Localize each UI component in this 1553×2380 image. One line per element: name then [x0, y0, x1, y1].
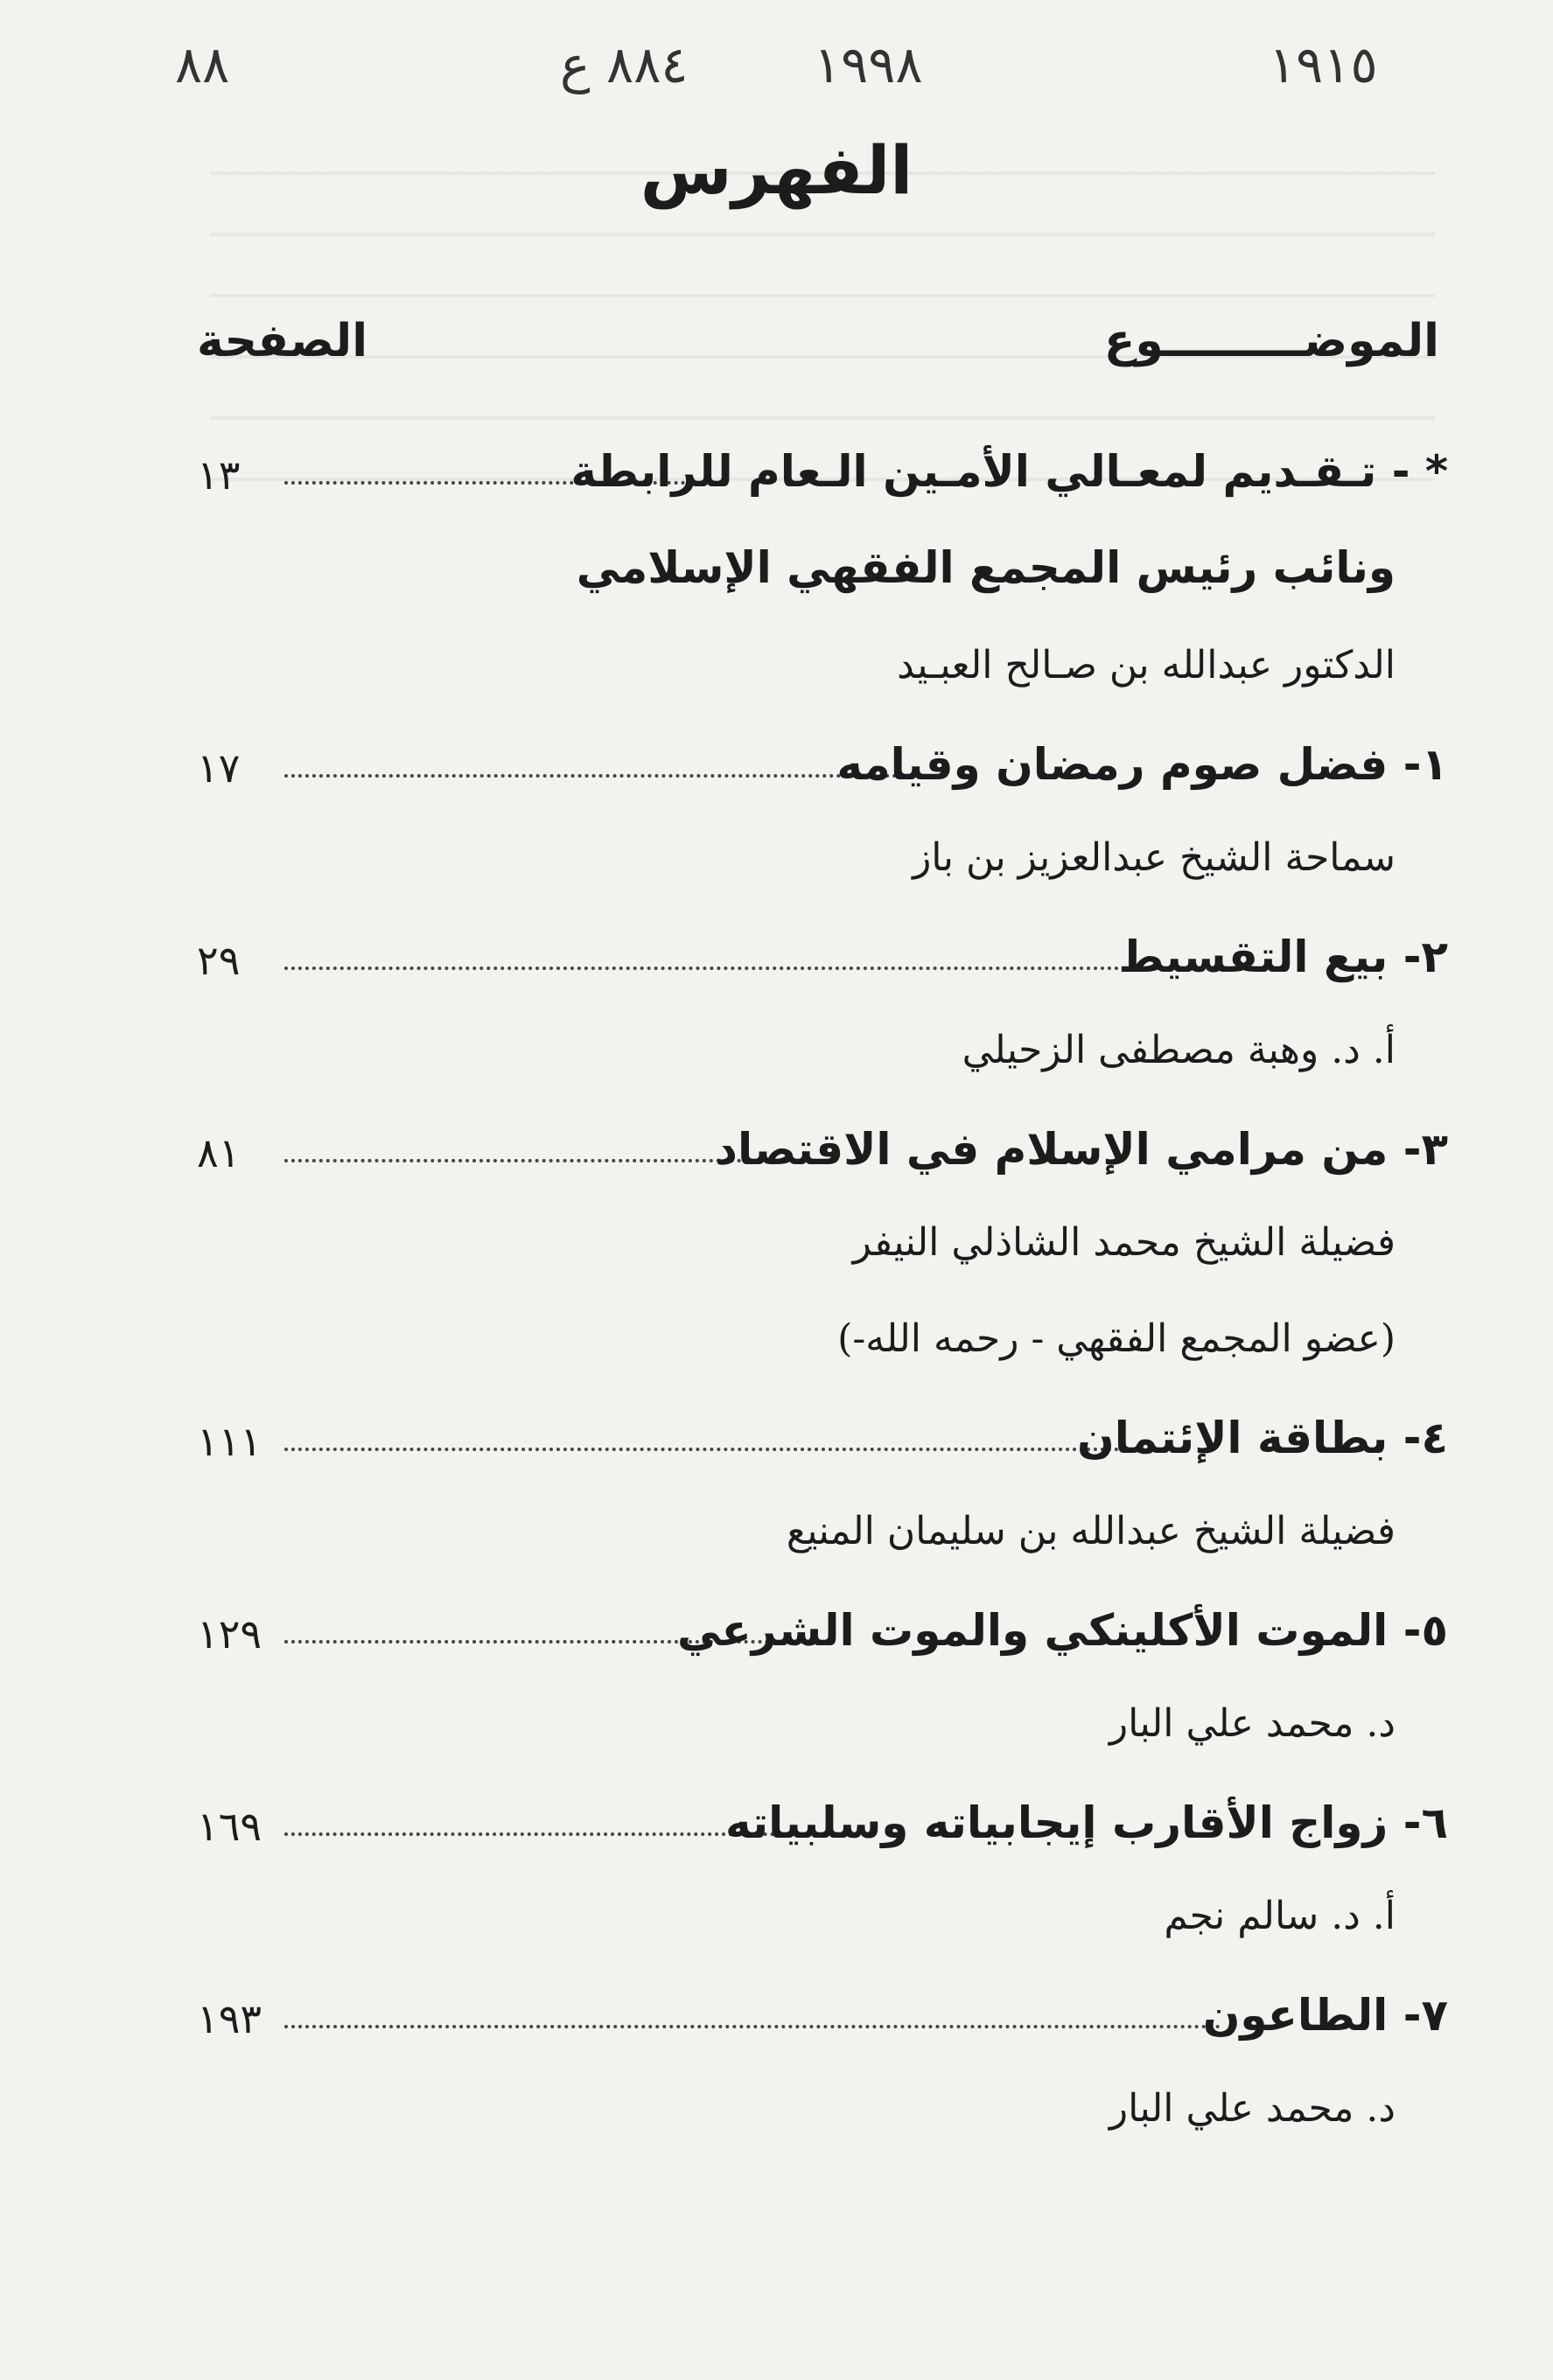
entry-author-note: (عضو المجمع الفقهي - رحمه الله-): [837, 1316, 1396, 1361]
page-number: ١٣: [197, 451, 241, 499]
entry-author: أ. د. سالم نجم: [1164, 1894, 1396, 1938]
entry-title: ٢- بيع التقسيط: [1118, 932, 1448, 982]
toc-entry[interactable]: [197, 1797, 1448, 1867]
entry-title: ٤- بطاقة الإئتمان: [1077, 1413, 1448, 1463]
dot-leader: [284, 2025, 1221, 2028]
toc-entry[interactable]: [197, 739, 1448, 809]
entry-title: * - تـقـديم لمعـالي الأمـين الـعام للرابطة: [570, 446, 1448, 497]
dot-leader: [284, 774, 932, 778]
page-number: ١٢٩: [197, 1610, 262, 1658]
page-number: ١٦٩: [197, 1803, 262, 1850]
entry-author: الدكتور عبدالله بن صـالح العبـيد: [897, 643, 1396, 687]
toc-entry[interactable]: [197, 446, 1448, 516]
entry-subtitle: ونائب رئيس المجمع الفقهي الإسلامي: [576, 542, 1396, 593]
page-number: ١٩٣: [197, 1995, 262, 2042]
entry-title: ٥- الموت الأكلينكي والموت الشرعي: [676, 1605, 1448, 1656]
dot-leader: [284, 967, 1168, 970]
handwritten-note: ٨٨: [175, 35, 230, 94]
entry-author: د. محمد علي البار: [1109, 1701, 1396, 1746]
entry-author: أ. د. وهبة مصطفى الزحيلي: [962, 1028, 1396, 1072]
column-header-page: الصفحة: [197, 315, 368, 367]
entry-title: ١- فضل صوم رمضان وقيامه: [836, 739, 1448, 790]
entry-author: فضيلة الشيخ محمد الشاذلي النيفر: [852, 1220, 1396, 1265]
entry-author: سماحة الشيخ عبدالعزيز بن باز: [913, 835, 1396, 880]
handwritten-note: ١٩٩٨: [814, 35, 923, 94]
page-number: ٢٩: [197, 937, 241, 984]
page-number: ١١١: [197, 1418, 262, 1465]
page-number: ١٧: [197, 744, 241, 792]
entry-title: ٦- زواج الأقارب إيجابياته وسلبياته: [725, 1797, 1448, 1848]
entry-author: د. محمد علي البار: [1109, 2086, 1396, 2131]
page-number: ٨١: [197, 1129, 241, 1176]
entry-title: ٣- من مرامي الإسلام في الاقتصاد: [715, 1124, 1448, 1175]
toc-entry[interactable]: [197, 1990, 1448, 2060]
entry-author: فضيلة الشيخ عبدالله بن سليمان المنيع: [786, 1509, 1396, 1553]
dot-leader: [284, 1448, 1133, 1451]
toc-entry[interactable]: [197, 932, 1448, 1002]
toc-entry[interactable]: [197, 1605, 1448, 1675]
page-title: الفهرس: [640, 131, 913, 209]
column-header-topic: الموضـــــــــوع: [1103, 315, 1439, 367]
entry-title: ٧- الطاعون: [1202, 1990, 1448, 2041]
toc-entry[interactable]: [197, 1124, 1448, 1194]
toc-entry[interactable]: [197, 1413, 1448, 1483]
handwritten-note: ٨٨٤ ع: [560, 35, 689, 94]
handwritten-note: ١٩١٥: [1269, 35, 1378, 94]
